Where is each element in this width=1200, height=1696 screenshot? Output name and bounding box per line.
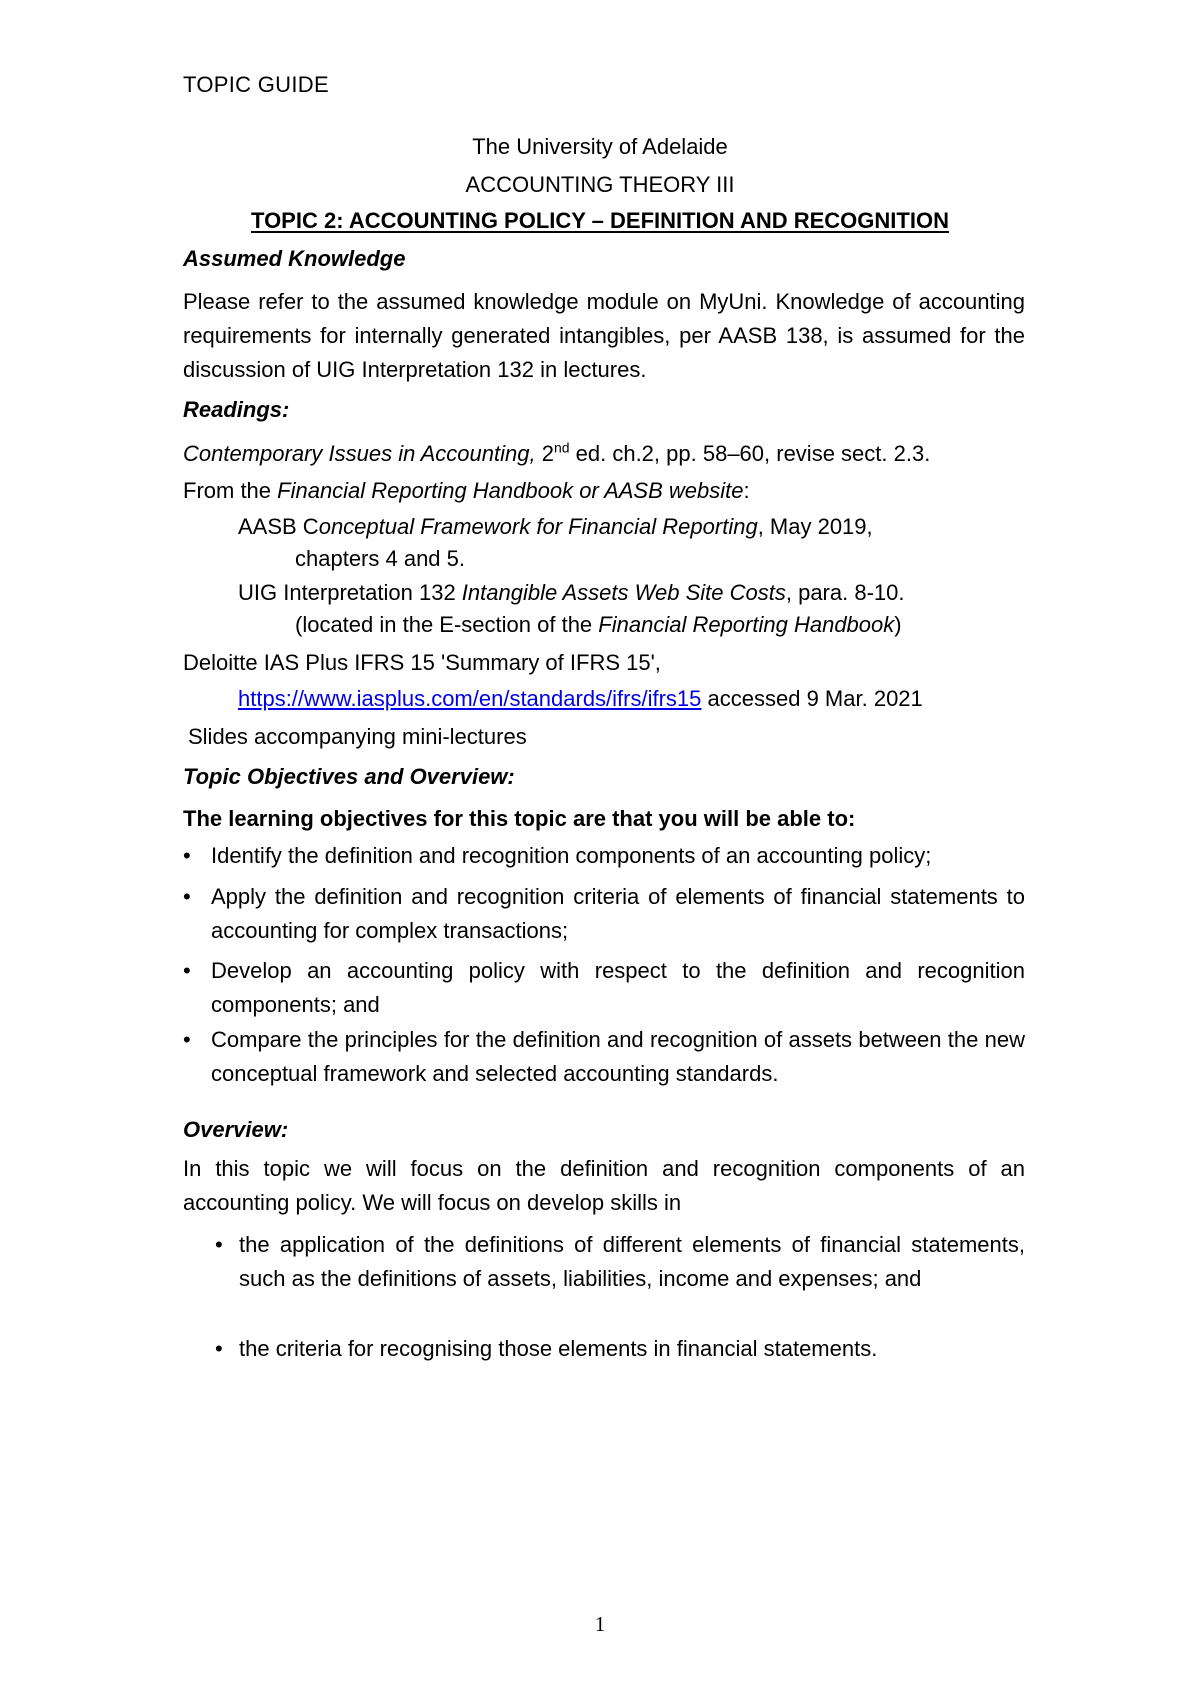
overview-text: In this topic we will focus on the definition and recognition components of an accounting policy. We will focus on develop skills in — [183, 1156, 1025, 1215]
bullet-icon: • — [183, 843, 191, 868]
textbook-title: Contemporary Issues in Accounting, — [183, 441, 536, 466]
objectives-heading: Topic Objectives and Overview: — [183, 764, 515, 789]
objective-item — [183, 880, 1025, 948]
objective-item — [183, 839, 1025, 873]
assumed-knowledge-text: Please refer to the assumed knowledge module on MyUni. Knowledge of accounting requirements for internally generated intangibles, per AASB 138, is assumed for the discussion of UIG Interpretation 132 in lectures. — [183, 289, 1025, 382]
topic-title: TOPIC 2: ACCOUNTING POLICY – DEFINITION AND RECOGNITION — [251, 208, 949, 233]
textbook-edition-sup: nd — [553, 439, 570, 456]
textbook-edition-num: 2 — [535, 441, 554, 466]
aasb-suffix: , May 2019, — [757, 514, 873, 539]
uig-prefix: UIG Interpretation 132 — [238, 580, 462, 605]
located-prefix: (located in the E-section of the — [295, 612, 599, 637]
from-prefix: From the — [183, 478, 278, 503]
uig-suffix: , para. 8-10. — [785, 580, 905, 605]
reading-aasb-chapters: chapters 4 and 5. — [295, 546, 466, 571]
reading-textbook — [183, 437, 1025, 471]
bullet-icon: • — [215, 1336, 223, 1361]
from-suffix: : — [743, 478, 750, 503]
textbook-details: ed. ch.2, pp. 58–60, revise sect. 2.3. — [569, 441, 931, 466]
accessed-date: accessed 9 Mar. 2021 — [701, 686, 923, 711]
readings-heading: Readings: — [183, 397, 290, 422]
iasplus-link[interactable]: https://www.iasplus.com/en/standards/ifrs/ifrs15 — [238, 686, 702, 711]
objective-item — [183, 1023, 1025, 1091]
aasb-prefix: AASB C — [238, 514, 319, 539]
objectives-intro: The learning objectives for this topic are that you will be able to: — [183, 806, 856, 831]
overview-item-text: the criteria for recognising those elements in financial statements. — [239, 1336, 878, 1361]
reading-deloitte-link-line — [238, 682, 1028, 716]
overview-item — [215, 1332, 1025, 1366]
overview-item-text: the application of the definitions of different elements of financial statements, such as the definitions of assets, liabilities, income and expenses; and — [239, 1232, 1025, 1291]
objective-text: Compare the principles for the definition and recognition of assets between the new conceptual framework and selected accounting standards. — [211, 1027, 1025, 1086]
university-name: The University of Adelaide — [472, 134, 728, 159]
bullet-icon: • — [183, 958, 191, 983]
reading-uig-location — [295, 608, 1025, 642]
objective-text: Identify the definition and recognition components of an accounting policy; — [211, 843, 932, 868]
reading-aasb-framework — [238, 510, 1028, 544]
course-name: ACCOUNTING THEORY III — [465, 172, 735, 197]
objective-text: Develop an accounting policy with respect to the definition and recognition components; and — [211, 958, 1025, 1017]
overview-item — [215, 1228, 1025, 1296]
objective-item — [183, 954, 1025, 1022]
aasb-framework-title: onceptual Framework for Financial Reporting — [318, 514, 758, 539]
page-header-label: TOPIC GUIDE — [183, 72, 329, 97]
objective-text: Apply the definition and recognition criteria of elements of financial statements to accounting for complex transactions; — [211, 884, 1025, 943]
reading-uig-132 — [238, 576, 1028, 610]
reading-slides: Slides accompanying mini-lectures — [188, 724, 527, 749]
reading-from-line — [183, 474, 1025, 508]
reading-deloitte: Deloitte IAS Plus IFRS 15 'Summary of IFRS 15', — [183, 650, 661, 675]
bullet-icon: • — [183, 1027, 191, 1052]
bullet-icon: • — [183, 884, 191, 909]
assumed-knowledge-heading: Assumed Knowledge — [183, 246, 406, 271]
located-suffix: ) — [894, 612, 902, 637]
bullet-icon: • — [215, 1232, 223, 1257]
handbook-title: Financial Reporting Handbook or AASB website — [277, 478, 744, 503]
located-handbook-title: Financial Reporting Handbook — [598, 612, 895, 637]
overview-heading: Overview: — [183, 1117, 289, 1142]
page-number: 1 — [594, 1612, 606, 1636]
uig-title: Intangible Assets Web Site Costs — [461, 580, 786, 605]
